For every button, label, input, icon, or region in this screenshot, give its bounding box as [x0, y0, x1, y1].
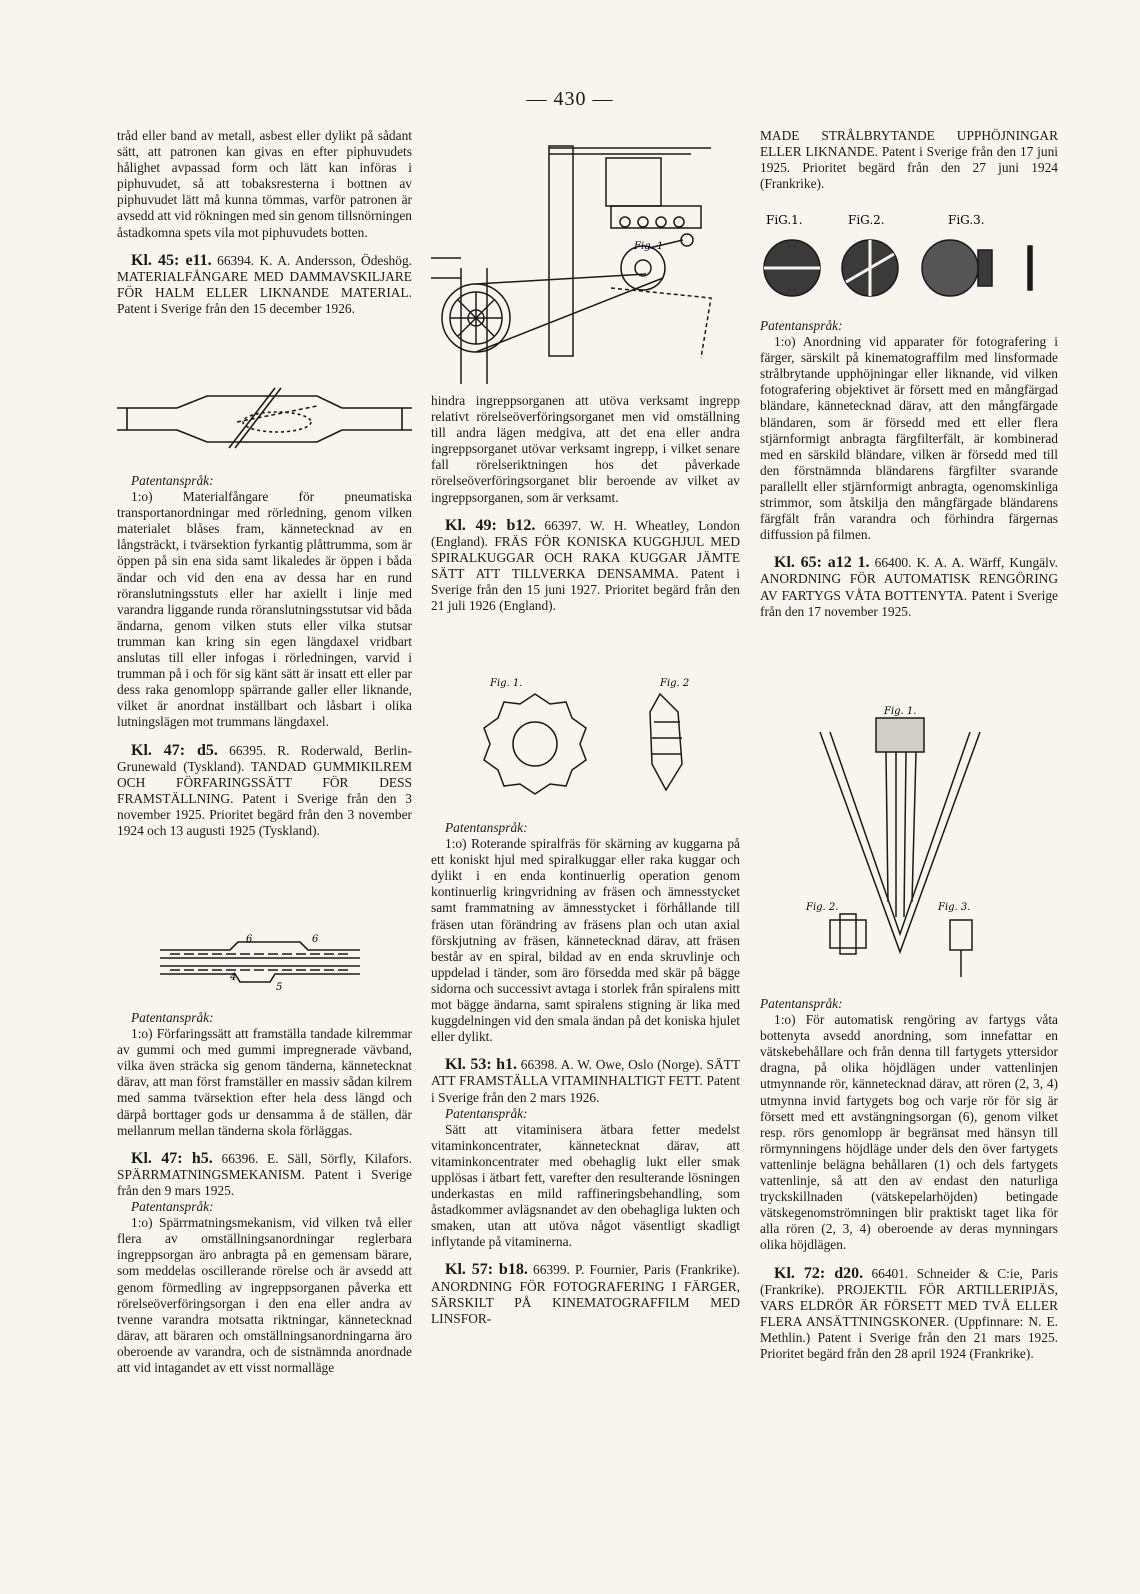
ship-cleaning-drawing: [800, 702, 1020, 984]
svg-text:5: 5: [276, 982, 283, 992]
patent-text: 66394. K. A. Andersson, Ödeshög. MATERIALFÅNGARE MED DAMMAVSKILJARE FÖR HALM ELLER LIKNANDE MATERIAL. Patent i Sverige från den 15 december 1926.: [117, 252, 412, 316]
intro-paragraph: tråd eller band av metall, asbest eller dylikt på sådant sätt, att patronen kan givas en efter piphuvudets hålighet avpassad form och lätt kan införas i piphuvudet, så att tobaksresterna i bottnen av piphuvudet lätt må kunna tömmas, varför patronen är avsedd att vid rökningen med sin genom tillsnörningen åstadkomna spets vila mot piphuvudets botten.: [117, 128, 412, 240]
class-label: Kl. 47: h5.: [131, 1149, 213, 1167]
svg-text:6: 6: [246, 934, 253, 945]
column-left-lower: [117, 1010, 412, 1376]
figure-diaphragms: [760, 206, 1058, 306]
claims-text: 1:o) Förfaringssätt att framställa tandade kilremmar av gummi och med gummi impregnerade vävband, vilka även sträcka sig genom tänderna, kännetecknat därav, att man först framställer en massiv sådan kilrem med samma tvärsektion efter hela dess längd och därpå borttager gods ur densamma å de ställen, där mellanrum mellan tänderna skola förläggas.: [117, 1026, 412, 1138]
fig-label-2: FiG.2.: [848, 213, 885, 227]
patent-text: 66396. E. Säll, Sörfly, Kilafors. SPÄRRMATNINGSMEKANISM. Patent i Sverige från den 9 mars 1925.: [117, 1150, 412, 1198]
claims-heading: Patentanspråk:: [445, 1105, 528, 1121]
column-right: [760, 128, 1058, 192]
patent-66400: [760, 555, 1058, 619]
claims-heading: Patentanspråk:: [445, 820, 528, 835]
patent-text: 66400. K. A. A. Wärff, Kungälv. ANORDNING FÖR AUTOMATISK RENGÖRING AV FARTYGS VÅTA BOTTENYTA. Patent i Sverige från den 17 november 1925.: [760, 555, 1059, 619]
claims-text: 1:o) Spärrmatningsmekanism, vid vilken två eller flera av omställningsanordningar reglerbara ingreppsorgan äro anbragta på en gemensam bärare, som meddelas oscillerande rörelse och är avsedd att genom förmedling av ingreppsorganen påverka ett rörelseöverföringsorgan i den ena eller andra av tvenne varandra motsatta riktningar, kännetecknad därav, att bäraren och omställningsanordningarna äro oberoende av varandra, och de sistnämnda anordnade att vid intagandet av ett visst normalläge: [117, 1215, 412, 1375]
patent-66401: [760, 1266, 1058, 1363]
fig-label-3: FiG.3.: [948, 213, 985, 227]
claims-text: 1:o) Roterande spiralfräs för skärning av kuggarna på ett koniskt hjul med spiralkuggar eller raka kuggar och dylikt i en enda kontinuerlig operation genom kontinuerlig kringvridning av fräsen och ämnesstycket samt frammatning av ämnesstycket i förhållande till fräsen utan förändring av fräsens plan och utan axial förskjutning av fräsen, kännetecknad därav, att fräsen består av en spiral, bildad av en enda skruvlinje och uppdelad i tänder, som äro försedda med skär på bägge sidorna och successivt avtaga i storlek från spiralens mitt mot bägge ändarna, samt spiralens stigning är lika med kuggdelningen vid den smala ändan på det koniska hjulet eller dylikt.: [431, 836, 740, 1045]
figure-material-trap: [117, 378, 412, 466]
figure-cutter: [460, 672, 730, 812]
column-right-lower: [760, 996, 1058, 1362]
class-label: Kl. 53: h1.: [445, 1056, 517, 1074]
cutter-drawing: [460, 672, 730, 812]
patent-66394: [117, 253, 412, 317]
ship-fig3-label: Fig. 3.: [938, 902, 971, 913]
class-label: Kl. 72: d20.: [774, 1264, 864, 1282]
fig1-label: Fig. 1: [634, 241, 664, 252]
material-trap-drawing: [117, 378, 412, 466]
cutter-fig1-label: Fig. 1.: [490, 678, 523, 689]
continued-text: MADE STRÅLBRYTANDE UPPHÖJNINGAR ELLER LIKNANDE. Patent i Sverige från den 17 juni 1925. Prioritet begärd från den 27 juni 1924 (Frankrike).: [760, 128, 1058, 192]
figure-ratchet-mechanism: [431, 128, 731, 384]
figure-ship-cleaning: [800, 702, 1020, 984]
fig-label-1: FiG.1.: [766, 213, 803, 227]
column-left-claims: [117, 473, 412, 839]
claims-text: 1:o) Anordning vid apparater för fotografering i färger, särskilt på kinematograffilm med linsformade strålbrytande upphöjningar eller liknande, vid vilken fotografering objektivet är försett med en mångfärgad bländare, kännetecknad därav, att den mångfärgade bländaren, som är försedd med ett eller flera stjärnformigt anbragta färgfilterfält, är kombinerad med en särskild bländare, vilken är försedd med till den förstnämnda bländarens färgfilter svarande parallellt eller stjärnformigt anbragta, ogenomskinliga strimmor, som åtskilja den mångfärgade bländarens färgfält från varandra och förhindra färgernas diffussion på filmen.: [760, 334, 1058, 543]
column-left: [117, 128, 412, 317]
ship-fig2-label: Fig. 2.: [806, 902, 839, 913]
claims-text: Sätt att vitaminisera ätbara fetter medelst vitaminkoncentrater, kännetecknat därav, att vitaminkoncentrater med obehaglig lukt eller smak upplösas i ätbart fett, varefter den resulterande lösningen underkastas en mild raffineringsbehandling, som åstadkommer avlägsnandet av den obehagliga lukten och smaken, utan att utöva något väsentligt skadligt inflytande på vitaminerna.: [431, 1121, 740, 1250]
patent-text: 66398. A. W. Owe, Oslo (Norge). SÄTT ATT FRAMSTÄLLA VITAMINHALTIGT FETT. Patent i Sverige från den 2 mars 1926.: [431, 1057, 740, 1105]
patent-text: 66395. R. Roderwald, Berlin-Grunewald (Tyskland). TANDAD GUMMIKILREM OCH FÖRFARINGSSÄTT FÖR DESS FRAMSTÄLLNING. Patent i Sverige från den 3 november 1925. Prioritet begärd från den 3 november 1924 och 13 augusti 1925 (Tyskland).: [117, 742, 412, 838]
patent-66399: [431, 1262, 740, 1326]
toothed-belt-drawing: [160, 930, 360, 992]
patent-66396: [117, 1151, 412, 1199]
class-label: Kl. 57: b18.: [445, 1261, 528, 1279]
patent-66395: [117, 743, 412, 840]
ratchet-mechanism-drawing: [431, 128, 731, 384]
claims-heading: Patentanspråk:: [131, 473, 214, 488]
figure-toothed-belt: [160, 930, 360, 992]
ship-fig1-label: Fig. 1.: [884, 706, 917, 717]
claims-heading: Patentanspråk:: [131, 1010, 214, 1025]
class-label: Kl. 49: b12.: [445, 516, 536, 534]
cutter-fig2-label: Fig. 2: [660, 678, 690, 689]
diaphragm-drawing: [760, 206, 1058, 306]
patent-66397: [431, 518, 740, 615]
class-label: Kl. 65: a12 1.: [774, 554, 870, 572]
patent-text: 66401. Schneider & C:ie, Paris (Frankrike). PROJEKTIL FÖR ARTILLERIPJÄS, VARS ELDRÖR ÄR FÖRSETT MED TVÅ ELLER FLERA ANSÄTTNINGSKONER. (Uppfinnare: N. E. Methlin.) Patent i Sverige från den 21 mars 1925. Prioritet begärd från den 28 april 1924 (Frankrike).: [760, 1265, 1058, 1361]
svg-text:6: 6: [312, 934, 319, 945]
patent-text: 66397. W. H. Wheatley, London (England). FRÄS FÖR KONISKA KUGGHJUL MED SPIRALKUGGAR OCH RAKA KUGGAR JÄMTE SÄTT ATT TILLVERKA DENSAMMA. Patent i Sverige från den 15 juni 1927. Prioritet begärd från den 21 juli 1926 (England).: [431, 517, 740, 614]
claims-text: 1:o) Materialfångare för pneumatiska transportanordningar med rörledning, genom vilken materialet blåses fram, kännetecknad av en långsträckt, i tvärsektion fyrkantig plåttrumma, som är öppen på sin ena sida samt likaledes är öppen i båda ändar och vid den ena av dessa har en rund röranslutningsstuts eller har axiellt i linje med varandra liggande runda röranslutningsstutsar vid båda ändarna, genom vilken stuts eller vilka stutsar trumman kan kring sin egen längdaxel vridbart anslutas till eller infogas i rörledningen, varvid i trumman på i och för sig känt sätt är insatt ett eller par dess raka genomlopp spärrande galler eller liknande, vilket är anordnat inställbart och låsbart i olika lutningslägen mot trummans längdaxel.: [117, 489, 412, 730]
svg-text:4: 4: [230, 972, 237, 983]
claims-heading: Patentanspråk:: [760, 996, 843, 1011]
patent-text: 66399. P. Fournier, Paris (Frankrike). ANORDNING FÖR FOTOGRAFERING I FÄRGER, SÄRSKILT PÅ KINEMATOGRAFFILM MED LINSFOR-: [431, 1262, 740, 1326]
page-number: — 430 —: [526, 88, 614, 110]
claims-heading: Patentanspråk:: [760, 318, 843, 333]
column-right-claims: [760, 318, 1058, 620]
column-middle-lower: [431, 820, 740, 1327]
claims-text: 1:o) För automatisk rengöring av fartygs våta bottenyta avsedd anordning, som innefattar en vätskebehållare och från denna till fartygets yttersidor dragna, på olika höjdlägen under vattenlinjen utmynnande rör, kännetecknad därav, att rören (2, 3, 4) utmynna invid fartygets bog och varje rör för sig är försett med ett avstängningsorgan (6), genom vilket resp. rörs genomlopp är begränsat med hänsyn till rörmynningens höjdläge under dels den över fartygets vattenlinje belägna behållaren (1) och dels fartygets vattenlinje, så att den av endast den naturliga tryckskillnaden (vätskepelarhöjden) betingade vätskegenomströmningen blir praktiskt taget lika för alla rören (2, 3, 4) oberoende av deras mynningars olika höjdlägen.: [760, 1012, 1058, 1253]
continued-text: hindra ingreppsorganen att utöva verksamt ingrepp relativt rörelseöverföringsorganet men vid omställning till andra lägen medgiva, att det ena eller andra ingreppsorganet utövar verksamt ingrepp, i vilket senare fall rörelseriktningen hos det påverkade rörelseöverföringsorganet blir beroende av vilket av ingreppsorganen, som är verksamt.: [431, 393, 740, 505]
patent-66398: [431, 1057, 740, 1105]
column-middle: [431, 393, 740, 614]
class-label: Kl. 45: e11.: [131, 251, 212, 269]
class-label: Kl. 47: d5.: [131, 741, 218, 759]
claims-heading: Patentanspråk:: [131, 1199, 214, 1215]
